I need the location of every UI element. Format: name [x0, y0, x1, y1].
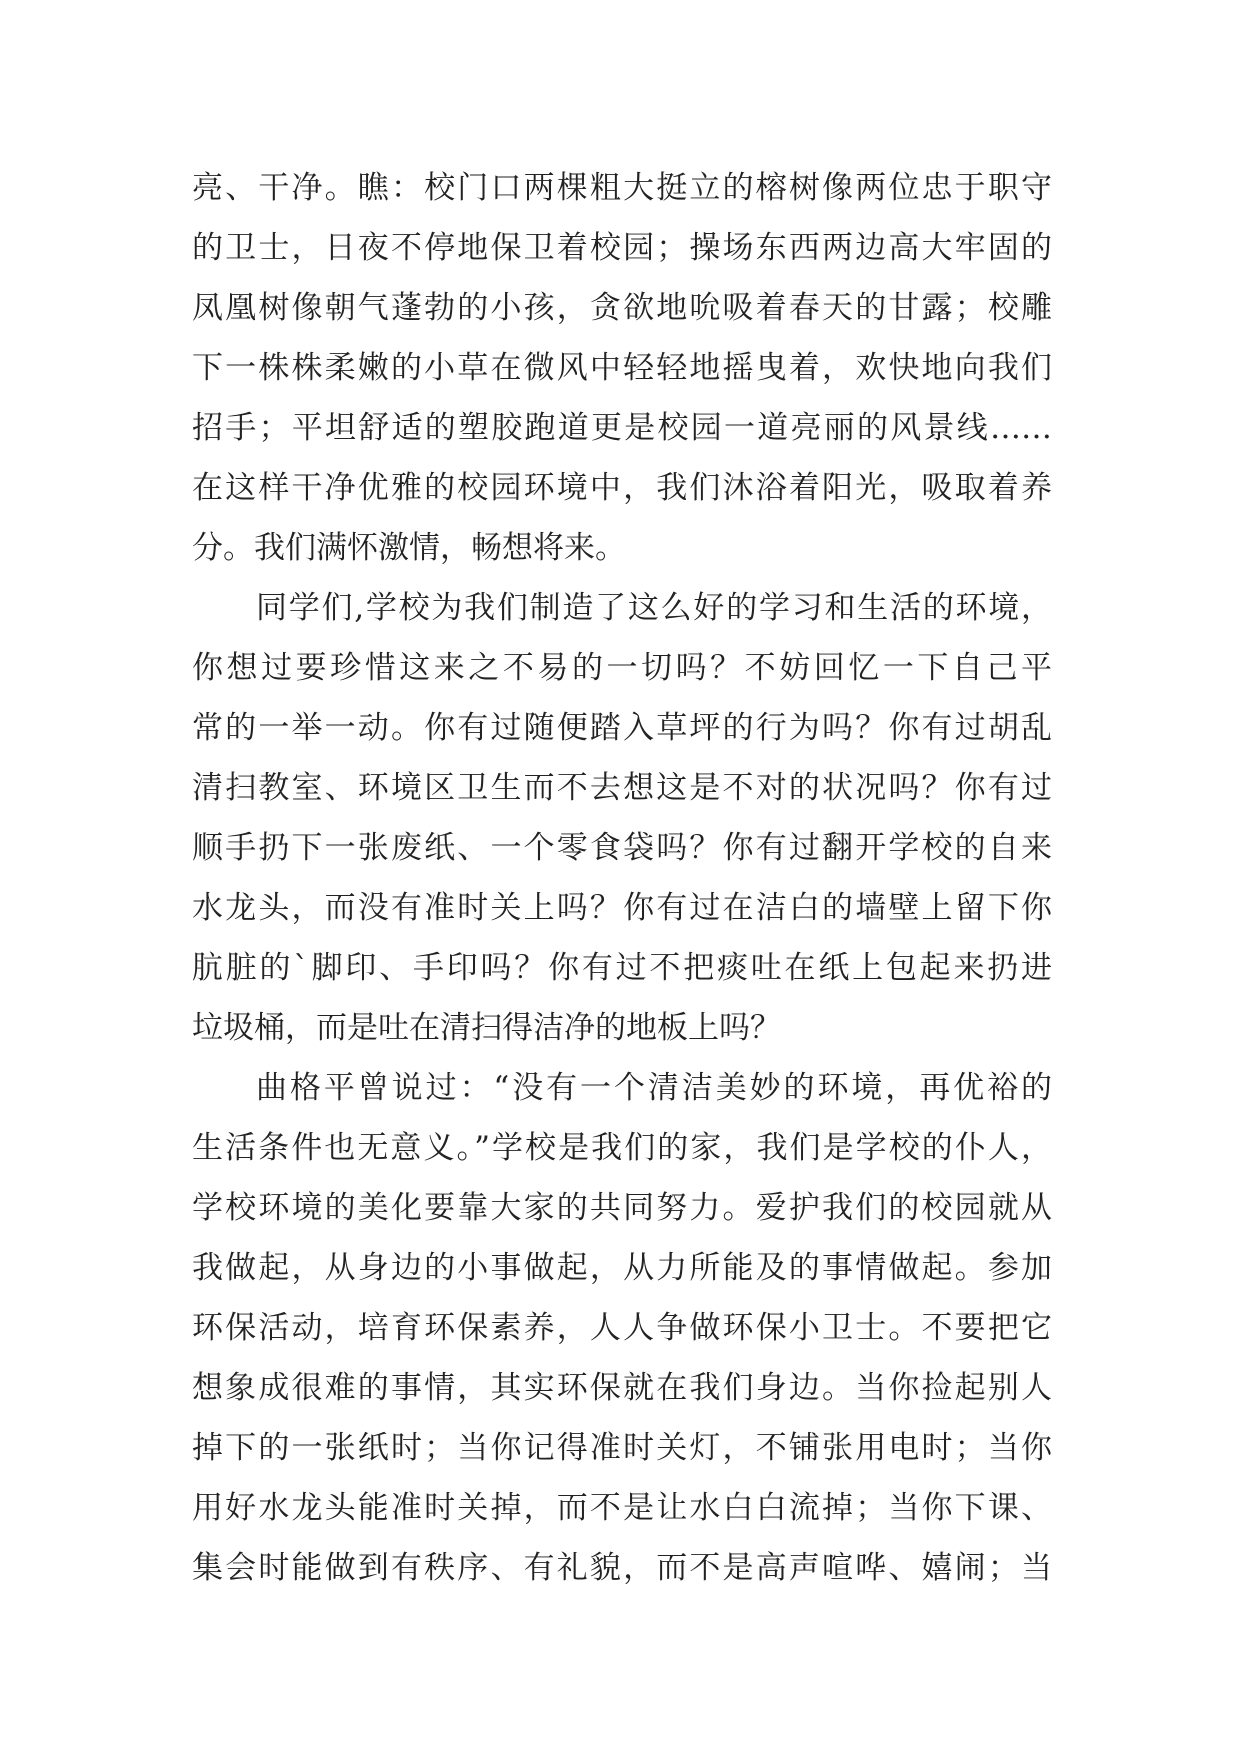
text-line: 分。我们满怀激情，畅想将来。	[192, 530, 626, 566]
text-line: 想象成很难的事情，其实环保就在我们身边。当你捡起别人	[192, 1370, 1052, 1406]
text-line: 水龙头，而没有准时关上吗？你有过在洁白的墙壁上留下你	[192, 890, 1052, 926]
document-page	[192, 158, 1052, 1598]
text-line: 凤凰树像朝气蓬勃的小孩，贪欲地吮吸着春天的甘露；校雕	[192, 290, 1052, 326]
text-line: 在这样干净优雅的校园环境中，我们沐浴着阳光，吸取着养	[192, 470, 1052, 506]
text-line: 的卫士，日夜不停地保卫着校园；操场东西两边高大牢固的	[192, 230, 1052, 266]
text-line: 曲格平曾说过：“没有一个清洁美妙的环境，再优裕的	[256, 1070, 1052, 1106]
text-line: 下一株株柔嫩的小草在微风中轻轻地摇曳着，欢快地向我们	[192, 350, 1052, 386]
text-line: 用好水龙头能准时关掉，而不是让水白白流掉；当你下课、	[192, 1490, 1052, 1526]
text-line: 亮、干净。瞧：校门口两棵粗大挺立的榕树像两位忠于职守	[192, 170, 1052, 206]
text-line: 你想过要珍惜这来之不易的一切吗？不妨回忆一下自己平	[192, 650, 1052, 686]
text-line: 清扫教室、环境区卫生而不去想这是不对的状况吗？你有过	[192, 770, 1052, 806]
text-line: 肮脏的`脚印、手印吗？你有过不把痰吐在纸上包起来扔进	[192, 950, 1052, 986]
text-line: 生活条件也无意义。”学校是我们的家，我们是学校的仆人，	[192, 1130, 1052, 1166]
paragraph-1	[192, 158, 1052, 578]
paragraph-3	[192, 1058, 1052, 1598]
text-line: 集会时能做到有秩序、有礼貌，而不是高声喧哗、嬉闹；当	[192, 1550, 1052, 1586]
text-line: 同学们,学校为我们制造了这么好的学习和生活的环境，	[256, 590, 1052, 626]
text-line: 顺手扔下一张废纸、一个零食袋吗？你有过翻开学校的自来	[192, 830, 1052, 866]
text-line: 垃圾桶，而是吐在清扫得洁净的地板上吗？	[192, 1010, 781, 1046]
text-line: 掉下的一张纸时；当你记得准时关灯，不铺张用电时；当你	[192, 1430, 1052, 1466]
text-line: 我做起，从身边的小事做起，从力所能及的事情做起。参加	[192, 1250, 1052, 1286]
paragraph-2	[192, 578, 1052, 1058]
text-line: 招手；平坦舒适的塑胶跑道更是校园一道亮丽的风景线……	[192, 410, 1052, 446]
text-line: 环保活动，培育环保素养，人人争做环保小卫士。不要把它	[192, 1310, 1052, 1346]
text-line: 常的一举一动。你有过随便踏入草坪的行为吗？你有过胡乱	[192, 710, 1052, 746]
text-line: 学校环境的美化要靠大家的共同努力。爱护我们的校园就从	[192, 1190, 1052, 1226]
